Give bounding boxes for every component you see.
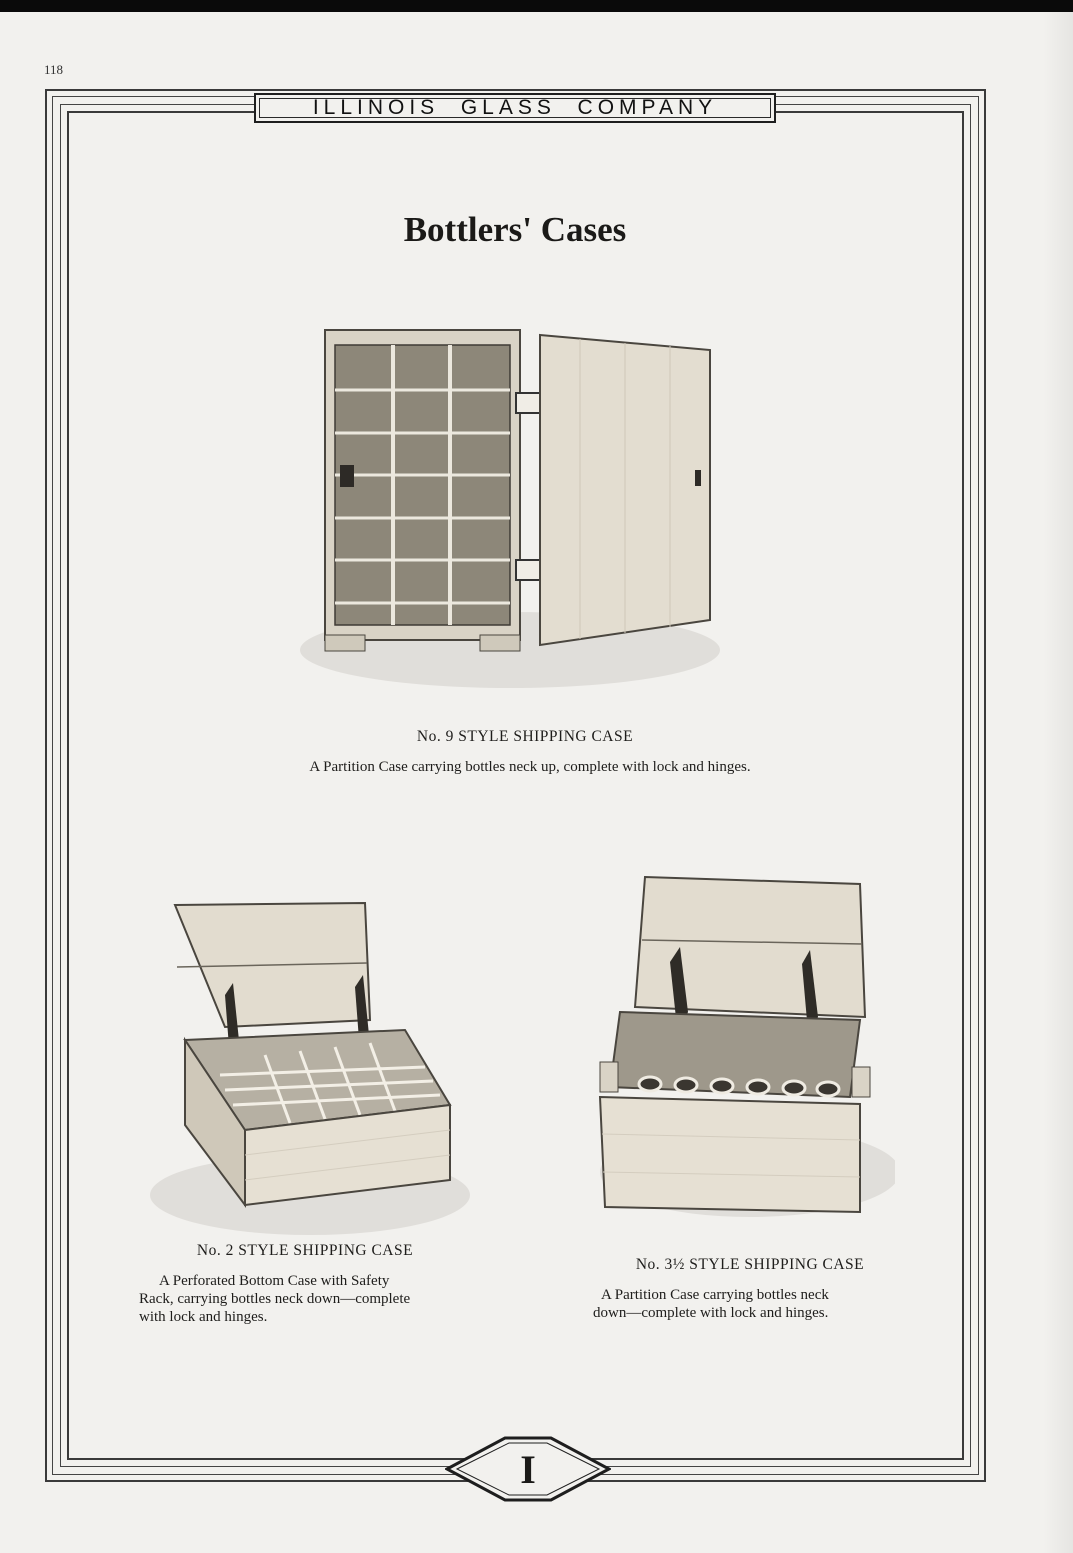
case-no3half-illustration [590, 872, 895, 1232]
case-no2-illustration [145, 895, 475, 1240]
case-no2-caption: No. 2 STYLE SHIPPING CASE [196, 1242, 414, 1259]
case-no2-description [135, 1272, 484, 1326]
case-no3half-description-line1: A Partition Case carrying bottles neck [601, 1287, 829, 1303]
case-no3half-caption: No. 3½ STYLE SHIPPING CASE [635, 1256, 865, 1273]
scan-top-edge [0, 0, 1073, 12]
case-no2-description-line3: with lock and hinges. [139, 1309, 268, 1325]
case-no9-description: A Partition Case carrying bottles neck up, complete with lock and hinges. [309, 759, 751, 775]
case-no3half-description-line2: down—complete with lock and hinges. [593, 1305, 829, 1321]
case-no3half-description [585, 1286, 925, 1322]
case-no9-caption: No. 9 STYLE SHIPPING CASE [416, 728, 634, 745]
case-no2-description-line2: Rack, carrying bottles neck down—complete [139, 1291, 411, 1307]
page-number: 118 [44, 62, 64, 77]
page-gutter-shadow [1043, 12, 1073, 1553]
case-no2-description-line1: A Perforated Bottom Case with Safety [159, 1273, 390, 1289]
company-header [254, 93, 776, 123]
logo-letter: I [520, 1447, 536, 1492]
case-no9-illustration [290, 315, 730, 695]
company-name: ILLINOIS GLASS COMPANY [312, 96, 718, 119]
diamond-i-logo [445, 1436, 611, 1502]
page-title: Bottlers' Cases [403, 210, 627, 249]
